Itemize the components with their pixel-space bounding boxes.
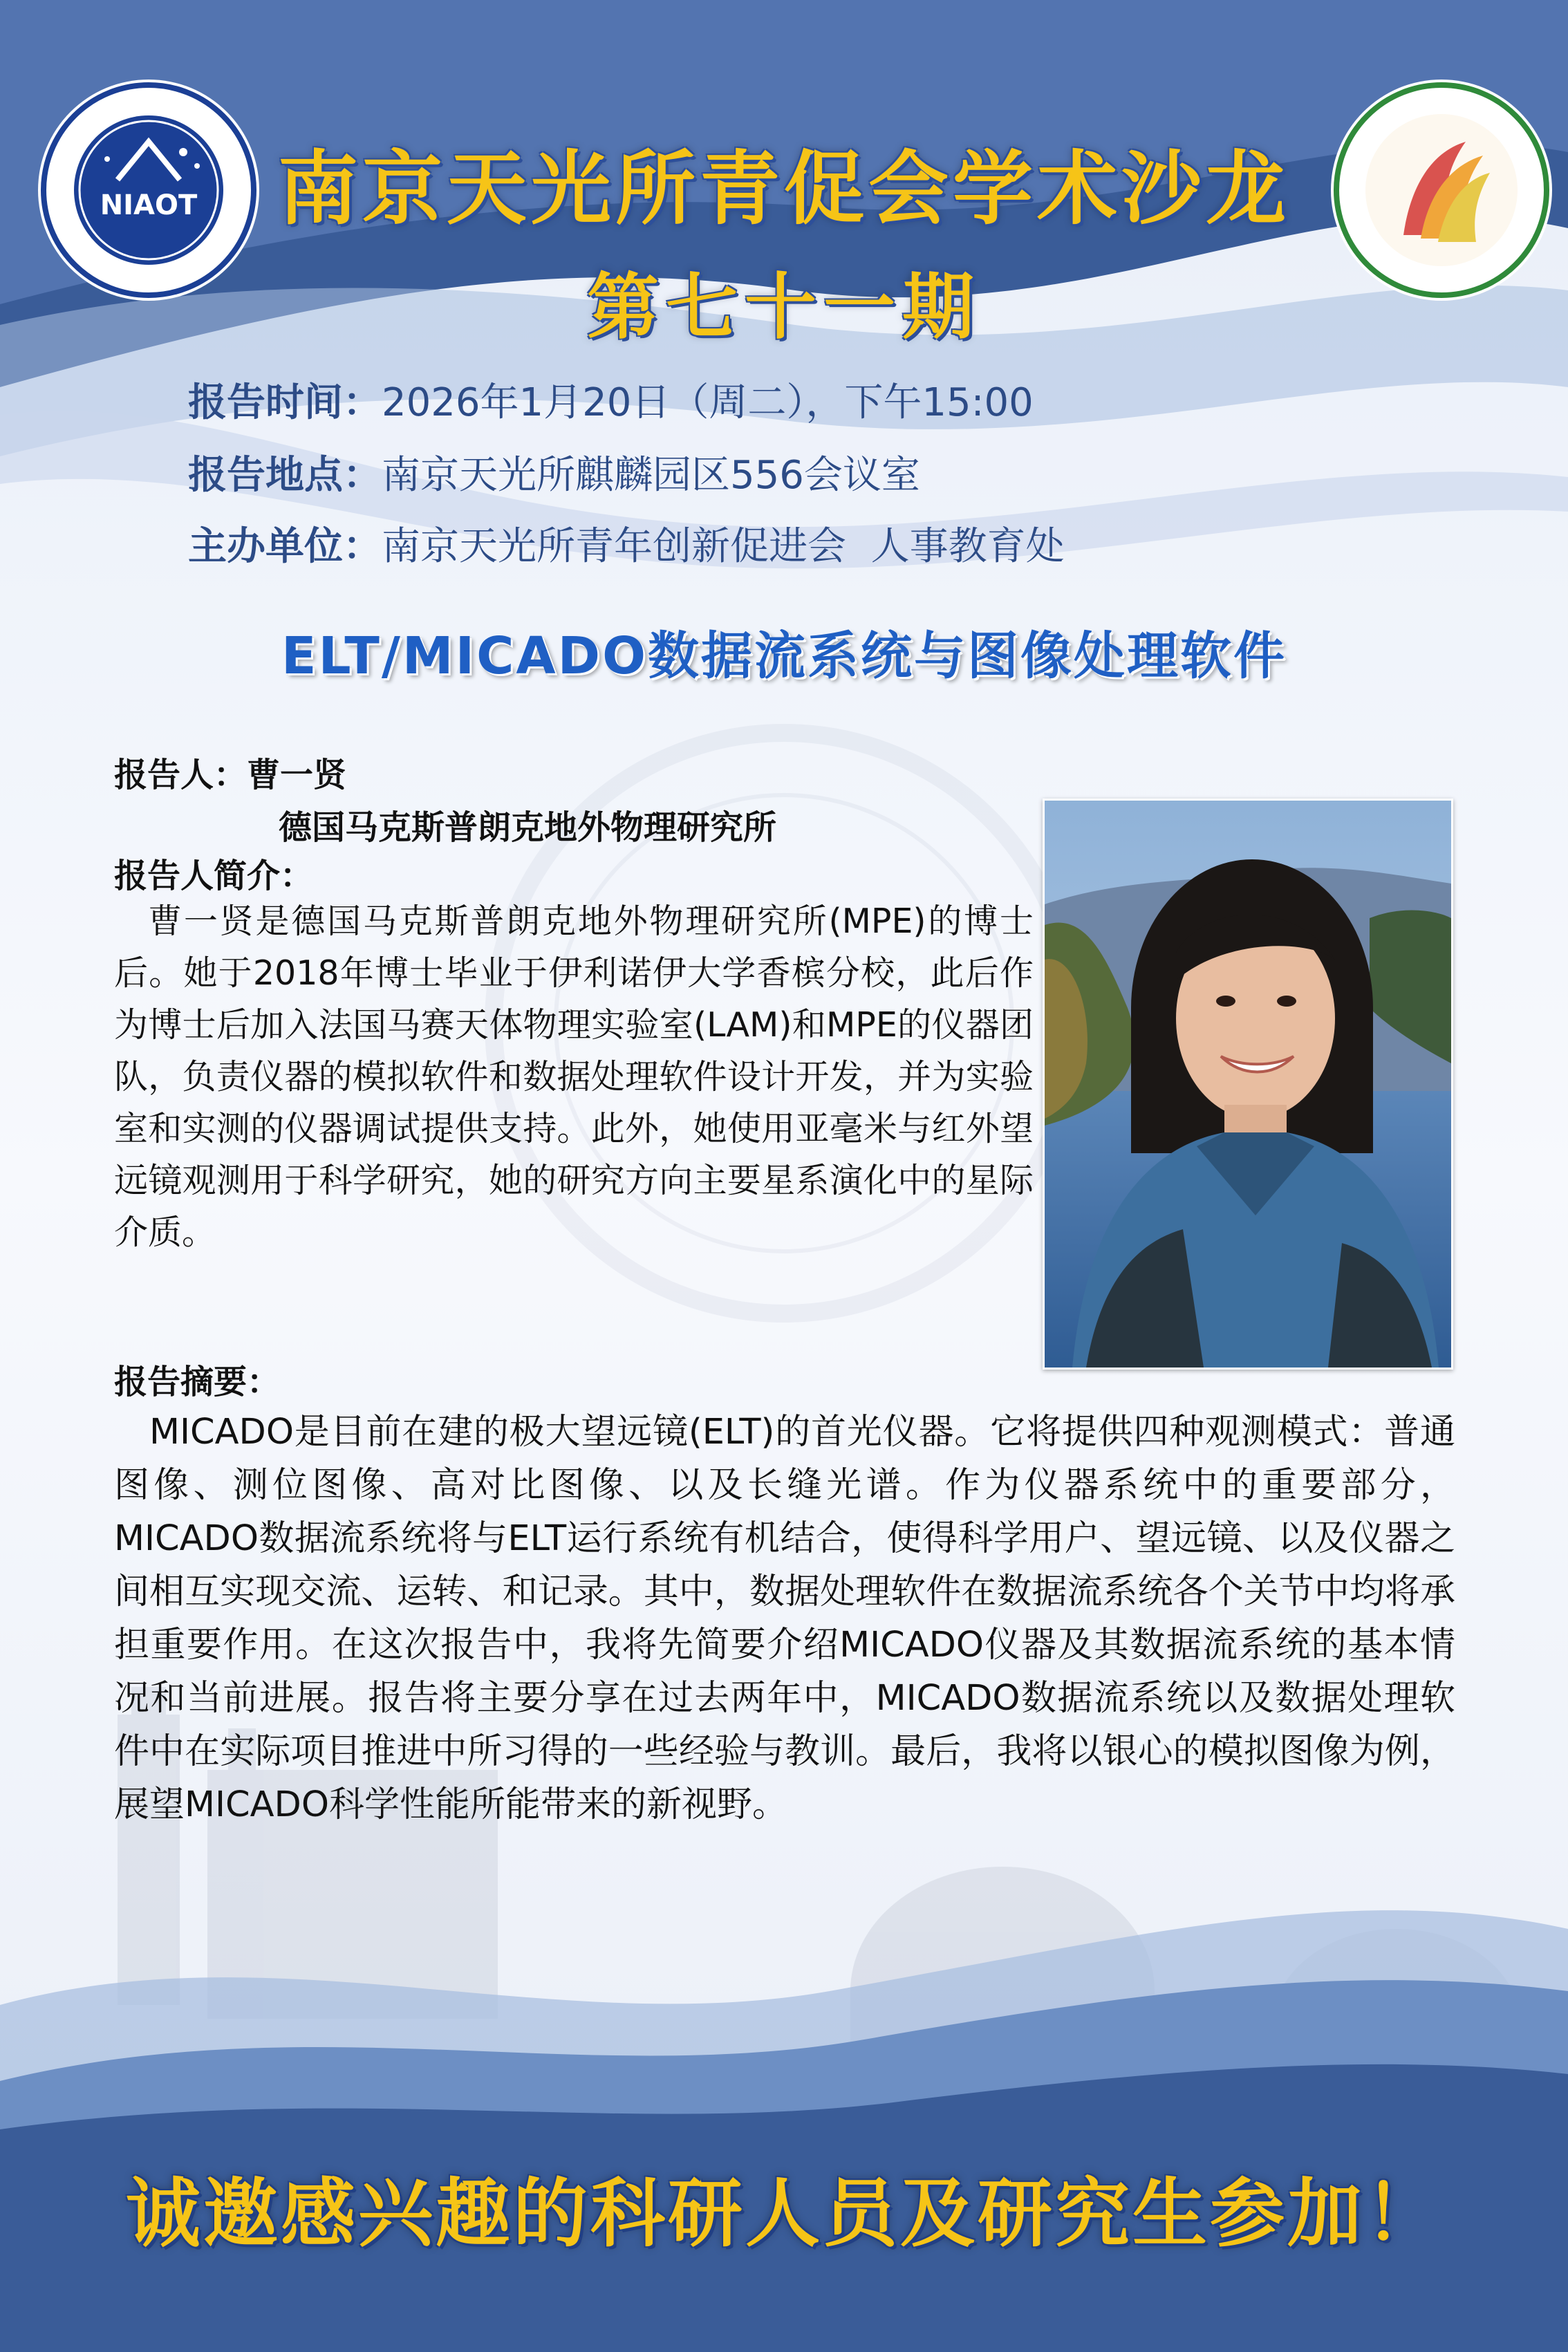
speaker-photo: [1043, 799, 1453, 1370]
salon-title: 南京天光所青促会学术沙龙: [278, 142, 1290, 236]
report-time: [188, 379, 1034, 427]
speaker-label: 报告人：曹一贤: [114, 756, 347, 794]
abstract-label: 报告摘要：: [114, 1363, 281, 1401]
speaker-bio: 曹一贤是德国马克斯普朗克地外物理研究所(MPE)的博士后。她于2018年博士毕业于伊利诺伊大学香槟分校，此后作为博士后加入法国马赛天体物理实验室(LAM)和MPE的仪器团队，负责仪器的模拟软件和数据处理软件设计开发，并为实验室和实测的仪器调试提供支持。此外，她使用亚毫米与红外望远镜观测用于科学研究，她的研究方向主要星系演化中的星际介质。: [114, 902, 1034, 1252]
report-time-label: 报告时间：: [188, 380, 382, 425]
talk-title: ELT/MICADO数据流系统与图像处理软件: [281, 626, 1287, 686]
issue-number: 第七十一期: [586, 264, 981, 349]
report-host-value: 南京天光所青年创新促进会 人事教育处: [382, 524, 1065, 569]
report-time-value: 2026年1月20日（周二），下午15:00: [382, 380, 1034, 425]
speaker-affiliation: 德国马克斯普朗克地外物理研究所: [279, 808, 777, 847]
niaot-center-text: NIAOT: [100, 189, 198, 221]
report-host-label: 主办单位：: [188, 524, 382, 569]
report-place-value: 南京天光所麒麟园区556会议室: [382, 453, 920, 498]
abstract-text: MICADO是目前在建的极大望远镜(ELT)的首光仪器。它将提供四种观测模式：普通图像、测位图像、高对比图像、以及长缝光谱。作为仪器系统中的重要部分，MICADO数据流系统将与ELT运行系统有机结合，使得科学用户、望远镜、以及仪器之间相互实现交流、运转、和记录。其中，数据处理软件在数据流系统各个关节中均将承担重要作用。在这次报告中，我将先简要介绍MICADO仪器及其数据流系统的基本情况和当前进展。报告将主要分享在过去两年中，MICADO数据流系统以及数据处理软件中在实际项目推进中所习得的一些经验与教训。最后，我将以银心的模拟图像为例，展望MICADO科学性能所能带来的新视野。: [114, 1412, 1455, 1825]
invitation-text: 诚邀感兴趣的科研人员及研究生参加！: [125, 2170, 1442, 2257]
report-place-label: 报告地点：: [188, 453, 382, 498]
report-place: [188, 451, 920, 500]
bio-label: 报告人简介：: [114, 857, 314, 895]
report-host: [188, 523, 1065, 571]
speaker-photo-icon: [1045, 801, 1451, 1368]
